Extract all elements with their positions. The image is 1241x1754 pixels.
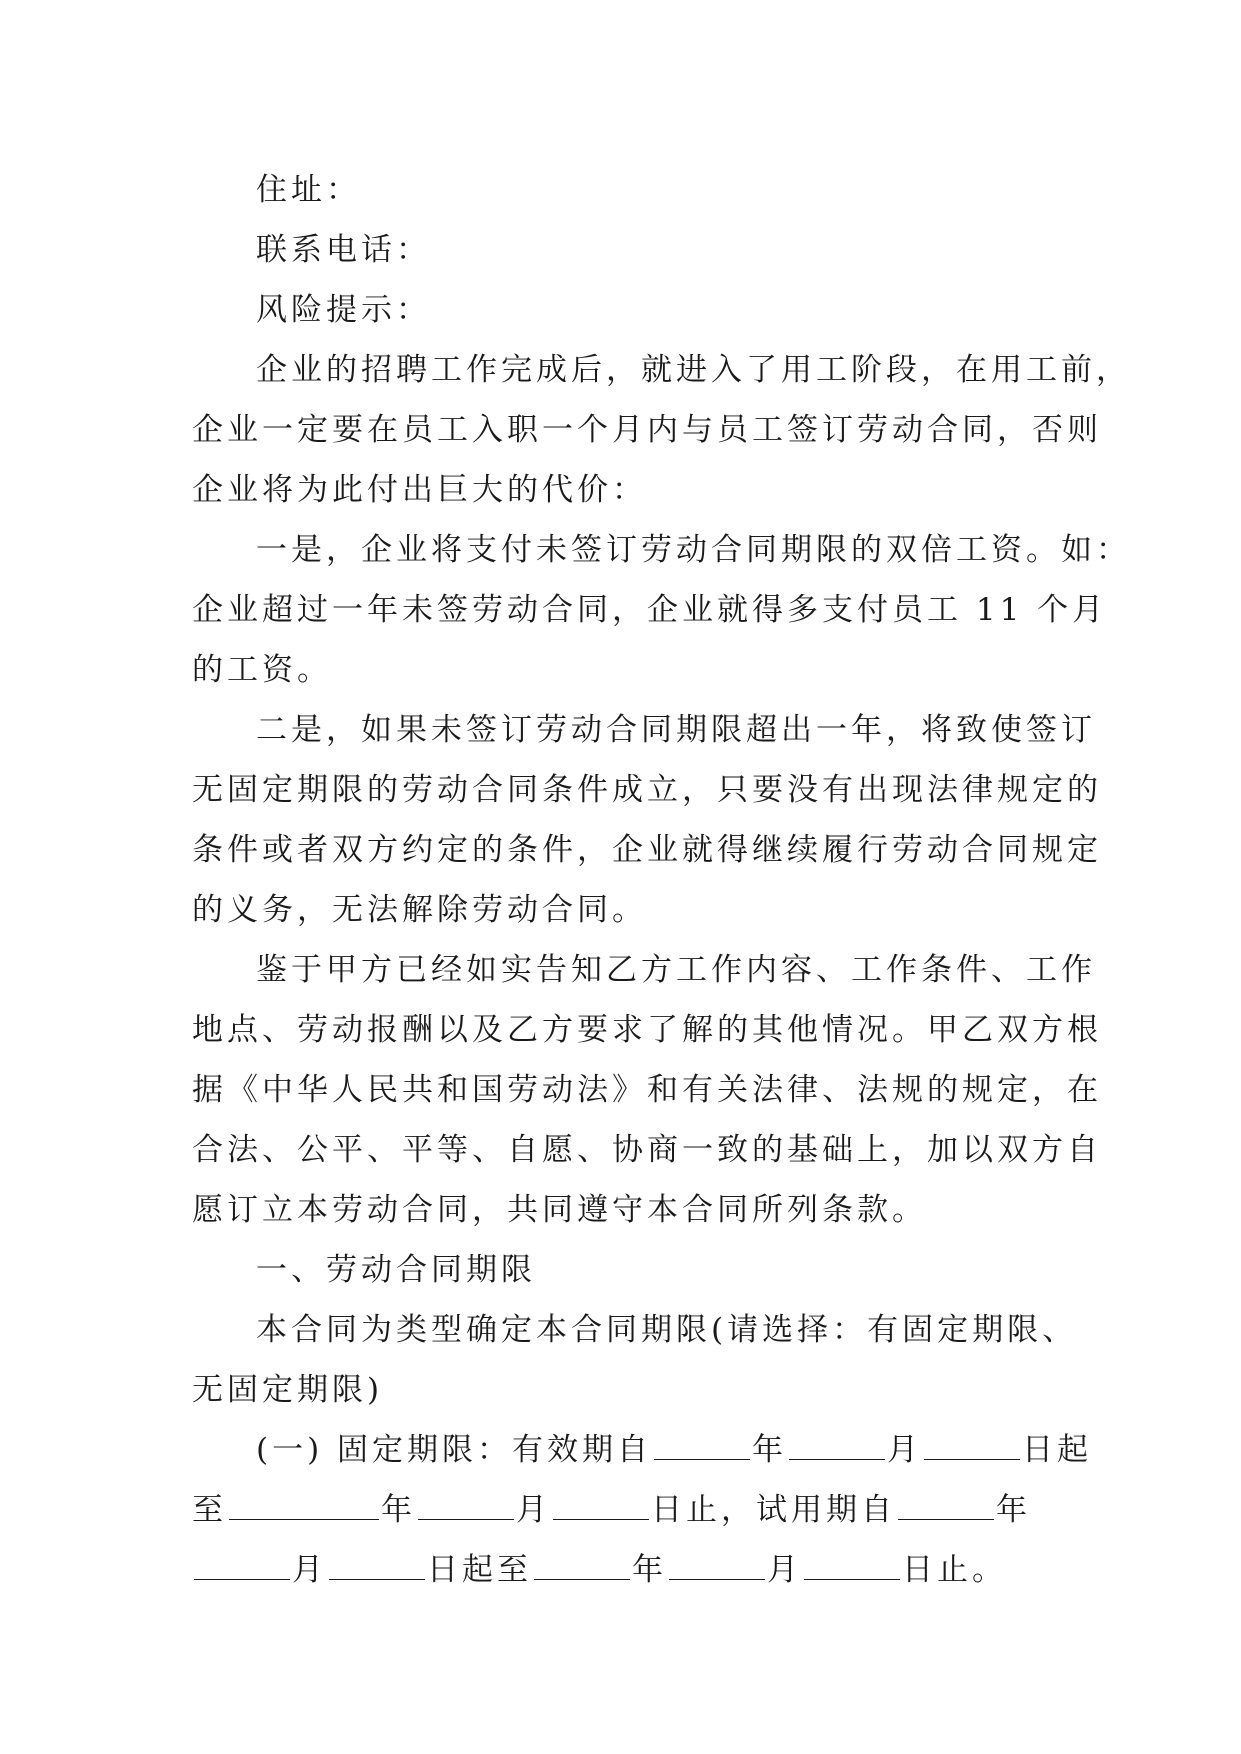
risk-heading: 风险提示：: [256, 292, 431, 328]
blank-field[interactable]: [669, 1553, 765, 1580]
paragraph-line: 据《中华人民共和国劳动法》和有关法律、法规的规定，在: [192, 1072, 1102, 1108]
paragraph-line: 二是，如果未签订劳动合同期限超出一年，将致使签订: [256, 712, 1096, 748]
year-label: 年: [381, 1492, 416, 1528]
year-label: 年: [996, 1492, 1031, 1528]
paragraph-line: 企业将为此付出巨大的代价：: [192, 472, 647, 508]
fixed-term-line-2: [192, 1480, 1058, 1540]
month-label: 月: [887, 1432, 923, 1468]
month-label: 月: [292, 1552, 327, 1588]
paragraph-line: 愿订立本劳动合同，共同遵守本合同所列条款。: [192, 1192, 927, 1228]
paragraph-line: 一是，企业将支付未签订劳动合同期限的双倍工资。如：: [256, 532, 1131, 568]
paragraph-line: 的义务，无法解除劳动合同。: [192, 892, 647, 928]
blank-field[interactable]: [418, 1493, 514, 1520]
blank-field[interactable]: [789, 1433, 885, 1460]
fixed-term-prefix: (一) 固定期限：有效期自: [256, 1432, 653, 1468]
section-heading: 一、劳动合同期限: [256, 1252, 536, 1288]
paragraph-line: 企业一定要在员工入职一个月内与员工签订劳动合同，否则: [192, 412, 1102, 448]
year-label: 年: [632, 1552, 667, 1588]
day-end-probation-label: 日止，试用期自: [651, 1492, 896, 1528]
month-label: 月: [516, 1492, 551, 1528]
blank-field[interactable]: [229, 1493, 379, 1520]
blank-field[interactable]: [534, 1553, 630, 1580]
to-label: 至: [192, 1492, 227, 1528]
day-end-label: 日止。: [902, 1552, 1007, 1588]
paragraph-line: 合法、公平、平等、自愿、协商一致的基础上，加以双方自: [192, 1132, 1102, 1168]
blank-field[interactable]: [924, 1433, 1020, 1460]
blank-field[interactable]: [654, 1433, 750, 1460]
paragraph-line: 本合同为类型确定本合同期限(请选择：有固定期限、: [256, 1312, 1078, 1348]
fixed-term-line-1: [192, 1420, 1093, 1480]
blank-field[interactable]: [194, 1553, 290, 1580]
blank-field[interactable]: [329, 1553, 425, 1580]
document-page: [192, 160, 1131, 1600]
paragraph-line: 无固定期限): [192, 1372, 384, 1408]
paragraph-line: 条件或者双方约定的条件，企业就得继续履行劳动合同规定: [192, 832, 1102, 868]
phone-label: 联系电话：: [256, 232, 431, 268]
address-label: 住址：: [256, 172, 361, 208]
paragraph-line: 无固定期限的劳动合同条件成立，只要没有出现法律规定的: [192, 772, 1102, 808]
paragraph-line: 的工资。: [192, 652, 332, 688]
blank-field[interactable]: [804, 1553, 900, 1580]
paragraph-line: 地点、劳动报酬以及乙方要求了解的其他情况。甲乙双方根: [192, 1012, 1102, 1048]
paragraph-line: 鉴于甲方已经如实告知乙方工作内容、工作条件、工作: [256, 952, 1096, 988]
paragraph-line: 企业超过一年未签劳动合同，企业就得多支付员工 11 个月: [192, 592, 1108, 628]
fixed-term-line-3: [192, 1540, 1058, 1600]
day-start-to-label: 日起至: [427, 1552, 532, 1588]
month-label: 月: [767, 1552, 802, 1588]
paragraph-line: 企业的招聘工作完成后，就进入了用工阶段，在用工前，: [256, 352, 1131, 388]
day-start-label: 日起: [1022, 1432, 1093, 1468]
year-label: 年: [752, 1432, 788, 1468]
blank-field[interactable]: [553, 1493, 649, 1520]
blank-field[interactable]: [898, 1493, 994, 1520]
